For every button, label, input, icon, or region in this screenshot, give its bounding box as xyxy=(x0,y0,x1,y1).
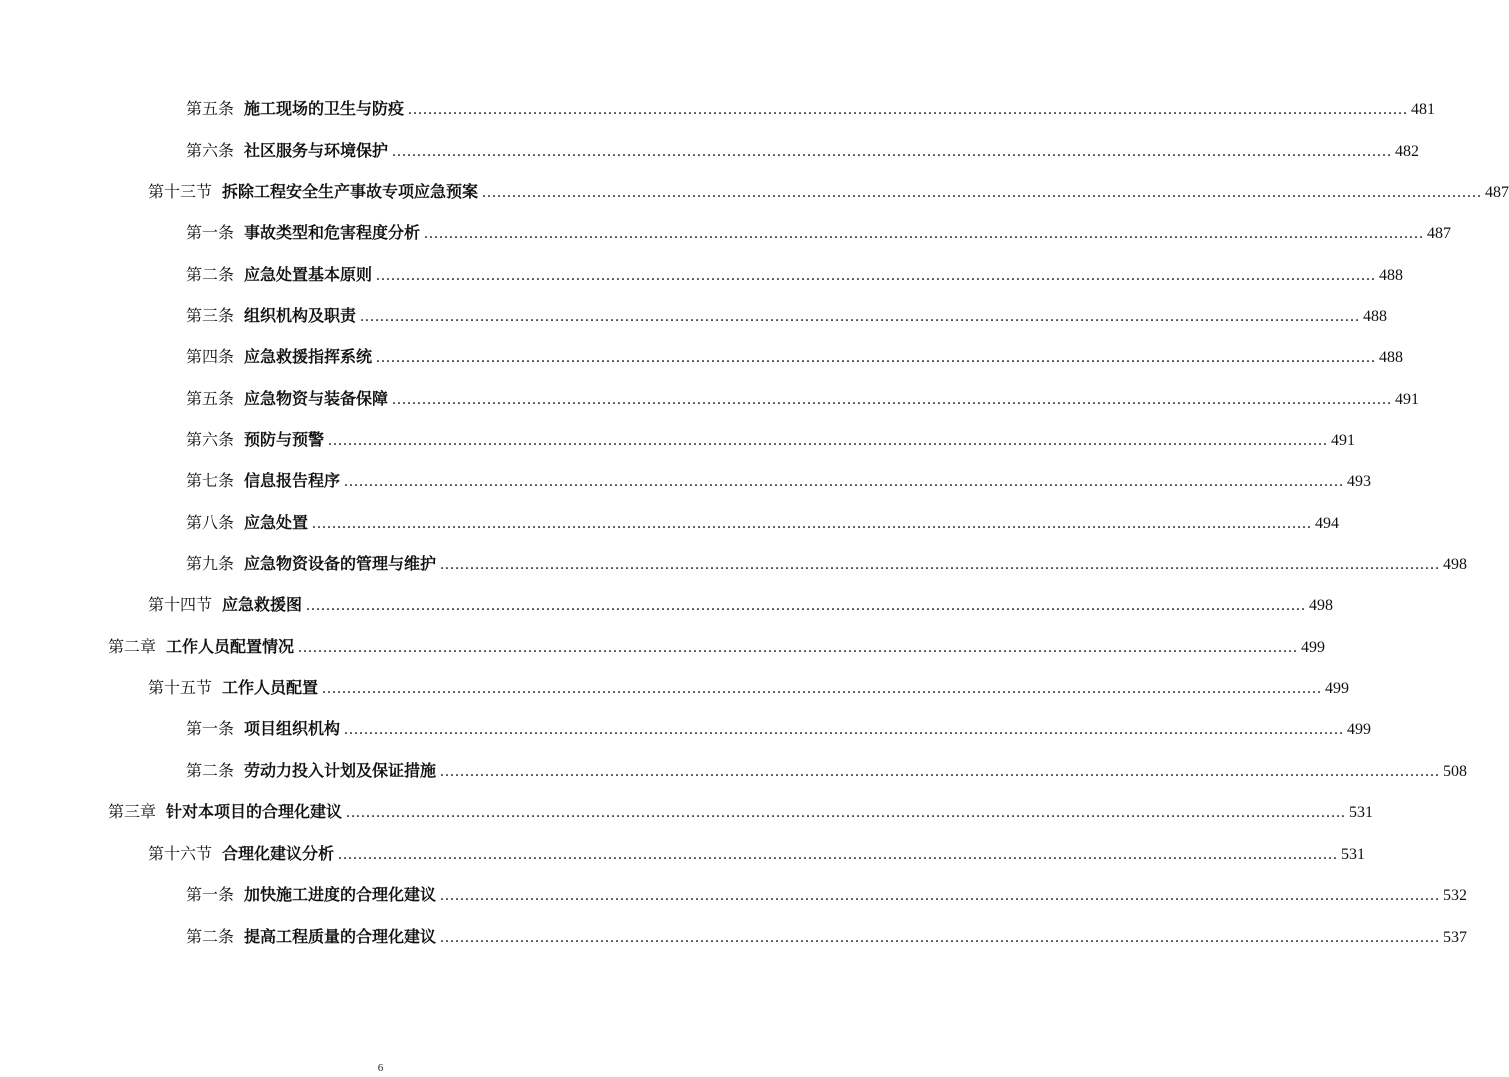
toc-leader-dots: ........................................................................................................................................................................................................ xyxy=(408,101,1409,118)
toc-leader-dots: ........................................................................................................................................................................................................ xyxy=(298,639,1299,656)
toc-entry-title: 应急物资与装备保障 xyxy=(244,389,389,408)
toc-entry-page: 499 xyxy=(1301,639,1326,656)
toc-entry[interactable] xyxy=(186,221,1452,245)
toc-entry[interactable] xyxy=(186,387,1420,411)
toc-leader-dots: ........................................................................................................................................................................................................ xyxy=(392,391,1393,408)
toc-entry-label: 第六条 xyxy=(186,141,235,160)
toc-entry-title: 施工现场的卫生与防疫 xyxy=(244,99,405,118)
toc-entry-label: 第八条 xyxy=(186,513,235,532)
toc-entry-title: 提高工程质量的合理化建议 xyxy=(244,927,437,946)
toc-entry-title: 应急物资设备的管理与维护 xyxy=(244,554,437,573)
toc-entry-label: 第一条 xyxy=(186,719,235,738)
toc-entry-label: 第十三节 xyxy=(148,182,213,201)
toc-entry-page: 499 xyxy=(1347,721,1372,738)
toc-leader-dots: ........................................................................................................................................................................................................ xyxy=(322,680,1323,697)
toc-entry-title: 应急处置基本原则 xyxy=(244,265,373,284)
toc-entry-title: 组织机构及职责 xyxy=(244,306,357,325)
toc-entry-page: 493 xyxy=(1347,473,1372,490)
toc-entry-page: 482 xyxy=(1395,143,1420,160)
toc-entry-page: 532 xyxy=(1443,887,1468,904)
toc-entry-page: 487 xyxy=(1485,184,1509,201)
toc-entry[interactable] xyxy=(186,925,1468,949)
toc-entry[interactable] xyxy=(186,552,1468,576)
toc-entry-label: 第三条 xyxy=(186,306,235,325)
toc-entry[interactable] xyxy=(148,676,1350,700)
toc-entry-title: 加快施工进度的合理化建议 xyxy=(244,885,437,904)
toc-entry[interactable] xyxy=(148,593,1334,617)
toc-entry-label: 第二条 xyxy=(186,761,235,780)
toc-entry[interactable] xyxy=(148,842,1366,866)
toc-entry-page: 508 xyxy=(1443,763,1468,780)
toc-entry-page: 488 xyxy=(1363,308,1388,325)
toc-leader-dots: ........................................................................................................................................................................................................ xyxy=(440,556,1441,573)
toc-entry-page: 487 xyxy=(1427,225,1452,242)
toc-entry-label: 第十四节 xyxy=(148,595,213,614)
toc-entry[interactable] xyxy=(186,304,1388,328)
toc-leader-dots: ........................................................................................................................................................................................................ xyxy=(306,597,1307,614)
toc-leader-dots: ........................................................................................................................................................................................................ xyxy=(376,349,1377,366)
toc-leader-dots: ........................................................................................................................................................................................................ xyxy=(338,846,1339,863)
toc-entry-label: 第二章 xyxy=(108,637,157,656)
toc-leader-dots: ........................................................................................................................................................................................................ xyxy=(360,308,1361,325)
toc-entry[interactable] xyxy=(186,345,1404,369)
toc-entry-page: 531 xyxy=(1349,804,1374,821)
toc-entry[interactable] xyxy=(186,263,1404,287)
toc-entry-label: 第五条 xyxy=(186,99,235,118)
toc-entry[interactable] xyxy=(186,717,1372,741)
toc-leader-dots: ........................................................................................................................................................................................................ xyxy=(440,887,1441,904)
toc-entry-title: 事故类型和危害程度分析 xyxy=(244,223,421,242)
toc-entry[interactable] xyxy=(186,759,1468,783)
toc-entry-title: 合理化建议分析 xyxy=(222,844,335,863)
toc-leader-dots: ........................................................................................................................................................................................................ xyxy=(440,929,1441,946)
toc-entry-label: 第一条 xyxy=(186,885,235,904)
toc-leader-dots: ........................................................................................................................................................................................................ xyxy=(440,763,1441,780)
toc-entry[interactable] xyxy=(108,800,1374,824)
toc-entry[interactable] xyxy=(108,635,1326,659)
toc-entry-page: 537 xyxy=(1443,929,1468,946)
toc-entry-title: 工作人员配置情况 xyxy=(166,637,295,656)
page-number: 6 xyxy=(377,1062,384,1074)
toc-entry-label: 第一条 xyxy=(186,223,235,242)
toc-entry-page: 498 xyxy=(1443,556,1468,573)
toc-entry-title: 信息报告程序 xyxy=(244,471,341,490)
toc-entry[interactable] xyxy=(186,139,1420,163)
toc-leader-dots: ........................................................................................................................................................................................................ xyxy=(392,143,1393,160)
toc-entry-title: 预防与预警 xyxy=(244,430,325,449)
toc-entry-page: 498 xyxy=(1309,597,1334,614)
toc-entry-page: 494 xyxy=(1315,515,1340,532)
toc-leader-dots: ........................................................................................................................................................................................................ xyxy=(346,804,1347,821)
toc-entry-title: 工作人员配置 xyxy=(222,678,319,697)
toc-entry[interactable] xyxy=(186,511,1340,535)
toc-entry-title: 应急救援图 xyxy=(222,595,303,614)
toc-entry[interactable] xyxy=(186,883,1468,907)
toc-entry-label: 第十六节 xyxy=(148,844,213,863)
toc-entry-page: 488 xyxy=(1379,349,1404,366)
toc-entry-label: 第四条 xyxy=(186,347,235,366)
toc-entry-title: 应急处置 xyxy=(244,513,309,532)
toc-entry-title: 应急救援指挥系统 xyxy=(244,347,373,366)
toc-leader-dots: ........................................................................................................................................................................................................ xyxy=(482,184,1483,201)
toc-entry-page: 481 xyxy=(1411,101,1436,118)
toc-entry[interactable] xyxy=(186,428,1356,452)
toc-entry-title: 社区服务与环境保护 xyxy=(244,141,389,160)
toc-entry-title: 针对本项目的合理化建议 xyxy=(166,802,343,821)
toc-leader-dots: ........................................................................................................................................................................................................ xyxy=(328,432,1329,449)
toc-entry[interactable] xyxy=(186,97,1436,121)
toc-entry-label: 第九条 xyxy=(186,554,235,573)
toc-entry-label: 第七条 xyxy=(186,471,235,490)
toc-entry-page: 491 xyxy=(1395,391,1420,408)
toc-entry[interactable] xyxy=(186,469,1372,493)
toc-entry-page: 488 xyxy=(1379,267,1404,284)
toc-entry-page: 491 xyxy=(1331,432,1356,449)
toc-leader-dots: ........................................................................................................................................................................................................ xyxy=(344,721,1345,738)
toc-entry-label: 第三章 xyxy=(108,802,157,821)
toc-entry-title: 劳动力投入计划及保证措施 xyxy=(244,761,437,780)
toc-entry-label: 第六条 xyxy=(186,430,235,449)
toc-leader-dots: ........................................................................................................................................................................................................ xyxy=(376,267,1377,284)
toc-entry-title: 项目组织机构 xyxy=(244,719,341,738)
toc-entry-page: 531 xyxy=(1341,846,1366,863)
toc-entry-label: 第十五节 xyxy=(148,678,213,697)
toc-entry-label: 第二条 xyxy=(186,927,235,946)
toc-leader-dots: ........................................................................................................................................................................................................ xyxy=(312,515,1313,532)
toc-leader-dots: ........................................................................................................................................................................................................ xyxy=(344,473,1345,490)
toc-entry-page: 499 xyxy=(1325,680,1350,697)
toc-entry[interactable] xyxy=(148,180,1509,204)
toc-leader-dots: ........................................................................................................................................................................................................ xyxy=(424,225,1425,242)
toc-entry-title: 拆除工程安全生产事故专项应急预案 xyxy=(222,182,479,201)
toc-entry-label: 第五条 xyxy=(186,389,235,408)
toc-entry-label: 第二条 xyxy=(186,265,235,284)
